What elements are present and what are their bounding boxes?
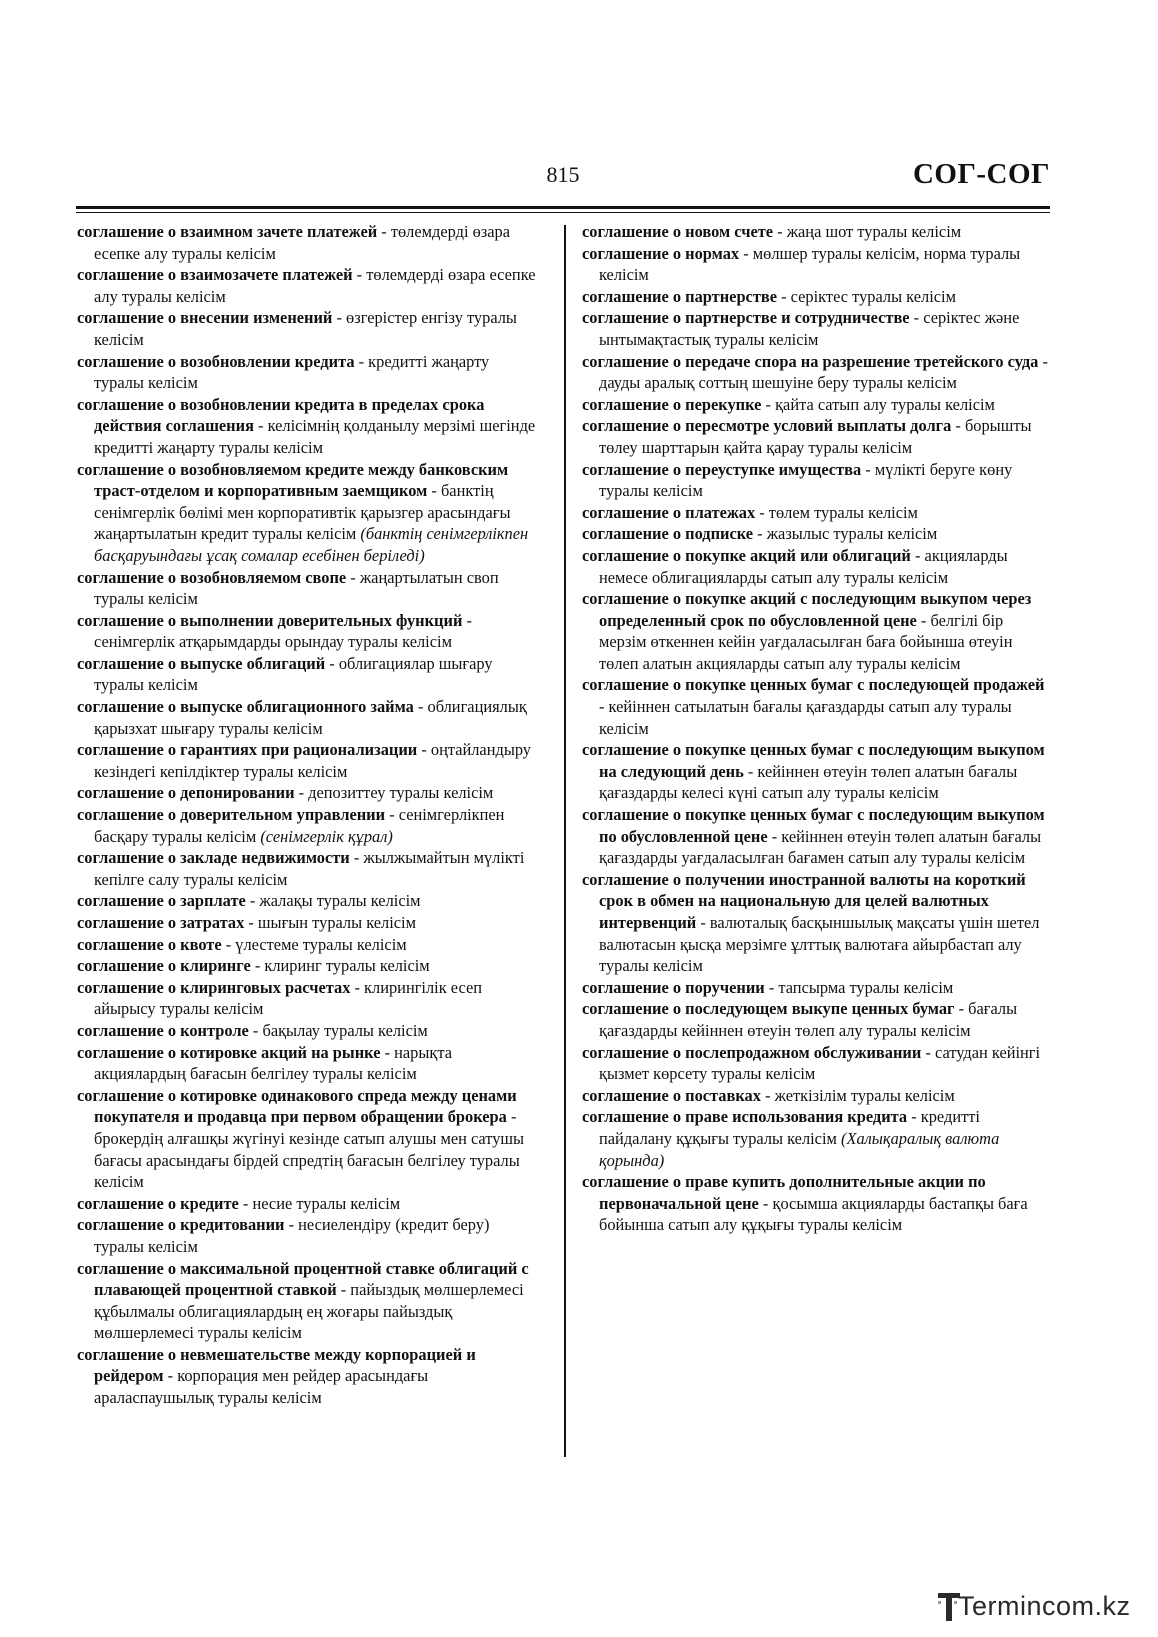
entry-translation: - төлем туралы келісім (755, 502, 918, 522)
dictionary-entry (77, 351, 542, 394)
dictionary-entry (77, 459, 542, 567)
dictionary-entry (77, 977, 542, 1020)
entry-term: соглашение о новом счете (582, 222, 774, 241)
entry-term: соглашение о взаимном зачете платежей (77, 222, 378, 241)
entry-term: соглашение о гарантиях при рационализации (77, 740, 418, 760)
entry-translation: - жаңартылатын своп туралы келісім (94, 567, 499, 609)
dictionary-entry (582, 869, 1051, 977)
entry-translation: - серіктес туралы келісім (777, 286, 956, 306)
entry-term: соглашение о невмешательстве между корпорацией и рейдером (77, 1344, 476, 1386)
dictionary-entry (77, 696, 542, 739)
entry-term: соглашение о партнерстве (582, 286, 778, 306)
dictionary-entry (582, 1042, 1051, 1085)
entry-translation: - жеткізілім туралы келісім (760, 1085, 955, 1105)
entry-term: соглашение о доверительном управлении (77, 805, 386, 825)
dictionary-entry (582, 545, 1051, 588)
dictionary-entry (77, 653, 542, 696)
dictionary-entry (77, 610, 542, 653)
dictionary-entry (77, 804, 542, 847)
entry-term: соглашение о покупке ценных бумаг с последующим выкупом по обусловленной цене (582, 805, 1045, 846)
dictionary-entry (77, 955, 542, 977)
entry-term: соглашение о внесении изменений (77, 308, 333, 328)
entry-translation: - нарықта акциялардың бағасын белгілеу туралы келісім (94, 1042, 452, 1084)
entry-term: соглашение о поручении (582, 977, 765, 997)
entry-translation: - мүлікті беруге көну туралы келісім (599, 459, 1013, 501)
entry-translation: - төлемдерді өзара есепке алу туралы келісім (94, 265, 536, 306)
entry-translation: - белгілі бір мерзім өткеннен кейін уағдаласылған баға бойынша өтеуін төлеп алатын акцияларды сатып алу туралы келісім (599, 610, 1013, 673)
entry-translation: - брокердің алғашқы жүгінуі кезінде сатып алушы мен сатушы бағасы арасындағы бірдей спредтің бағасын белгілеу туралы келісім (94, 1107, 525, 1192)
dictionary-entry (77, 307, 542, 350)
entry-translation: - сенімгерлікпен басқару туралы келісім (94, 805, 505, 846)
entry-translation: - несиелендіру (кредит беру) туралы келісім (94, 1215, 490, 1256)
entry-term: соглашение о возобновлении кредита в пределах срока действия соглашения (77, 394, 485, 436)
dictionary-entry (582, 998, 1051, 1041)
header-rule-thick (76, 206, 1050, 209)
header-rule-thin (76, 212, 1050, 213)
entry-translation: - мөлшер туралы келісім, норма туралы келісім (599, 243, 1021, 285)
entry-translation: - депозиттеу туралы келісім (294, 783, 494, 803)
dictionary-entry (582, 977, 1051, 999)
entry-term: соглашение о максимальной процентной ставке облигаций с плавающей процентной ставкой (77, 1258, 529, 1300)
entry-translation: - кейіннен өтеуін төлеп алатын бағалы қағаздарды уағдаласылған бағамен сатып алу туралы келісім (599, 826, 1042, 868)
dictionary-entry (582, 459, 1051, 502)
entry-term: соглашение о платежах (582, 502, 756, 522)
entry-translation: - бақылау туралы келісім (248, 1020, 428, 1040)
watermark-text: Termincom.kz (958, 1591, 1131, 1621)
dictionary-entry (77, 1258, 542, 1344)
entry-term: соглашение о переуступке имущества (582, 459, 862, 479)
entry-translation: - төлемдерді өзара есепке алу туралы келісім (94, 222, 511, 263)
entry-translation: - кредитті пайдалану құқығы туралы келісім (599, 1107, 980, 1148)
entry-term: соглашение о контроле (77, 1020, 249, 1040)
entry-translation: - серіктес және ынтымақтастық туралы келісім (599, 308, 1020, 349)
entry-term: соглашение о клиринге (77, 956, 251, 976)
entry-term: соглашение о кредите (77, 1193, 239, 1213)
entry-term: соглашение о взаимозачете платежей (77, 265, 353, 285)
entry-translation: - жылжымайтын мүлікті кепілге салу туралы келісім (94, 848, 525, 889)
dictionary-entry (582, 523, 1051, 545)
entry-translation: - үлестеме туралы келісім (221, 934, 407, 954)
dictionary-entry (77, 890, 542, 912)
entry-term: соглашение о последующем выкупе ценных бумаг (582, 999, 955, 1019)
dictionary-entry (582, 739, 1051, 804)
dictionary-entry (582, 1171, 1051, 1236)
entry-translation: - сатудан кейінгі қызмет көрсету туралы келісім (599, 1042, 1041, 1084)
dictionary-entry (77, 1344, 542, 1409)
entry-term: соглашение о котировке одинакового спреда между ценами покупателя и продавца при первом обращении брокера (77, 1085, 517, 1127)
dictionary-entry (77, 1020, 542, 1042)
dictionary-entry (582, 307, 1051, 350)
entry-term: соглашение о поставках (582, 1085, 761, 1105)
entry-translation: - кредитті жаңарту туралы келісім (94, 351, 490, 393)
running-head: СОГ-СОГ (912, 158, 1050, 190)
entry-term: соглашение о возобновляемом свопе (77, 567, 347, 587)
entry-translation: - кейіннен сатылатын бағалы қағаздарды сатып алу туралы келісім (599, 697, 1012, 738)
left-column (77, 221, 542, 1409)
entry-term: соглашение о зарплате (77, 891, 246, 911)
entry-translation: - келісімнің қолданылу мерзімі шегінде кредитті жаңарту туралы келісім (94, 416, 536, 457)
entry-translation: - жазылыс туралы келісім (753, 524, 938, 544)
entry-note: (Халықаралық валюта қорында) (599, 1128, 1000, 1170)
entry-translation: - акцияларды немесе облигацияларды сатып алу туралы келісім (599, 545, 1008, 587)
entry-term: соглашение о получении иностранной валюты на короткий срок в обмен на национальную для целей валютных интервенций (582, 869, 1026, 932)
dictionary-entry (77, 264, 542, 307)
entry-translation: - пайыздық мөлшерлемесі құбылмалы облигациялардың ең жоғары пайыздық мөлшерлемесі туралы келісім (94, 1280, 524, 1343)
dictionary-entry (582, 502, 1051, 524)
entry-term: соглашение о перекупке (582, 394, 762, 414)
dictionary-entry (77, 394, 542, 459)
entry-term: соглашение о партнерстве и сотрудничестве (582, 308, 910, 328)
entry-translation: - тапсырма туралы келісім (764, 977, 954, 997)
entry-term: соглашение о возобновляемом кредите между банковским траст-отделом и корпоративным заемщиком (77, 459, 509, 501)
dictionary-entry (582, 1106, 1051, 1171)
dictionary-entry (582, 286, 1051, 308)
entry-translation: - кейіннен өтеуін төлеп алатын бағалы қағаздарды келесі күні сатып алу туралы келісім (599, 761, 1018, 803)
dictionary-entry (77, 221, 542, 264)
entry-term: соглашение о подписке (582, 524, 754, 544)
entry-term: соглашение о праве использования кредита (582, 1107, 908, 1127)
entry-translation: - валюталық басқыншылық мақсаты үшін шетел валютасын қысқа мерзімге ұлттық валютаға айырбастап алу туралы келісім (599, 913, 1040, 976)
dictionary-entry (582, 415, 1051, 458)
entry-term: соглашение о котировке акций на рынке (77, 1042, 381, 1062)
dictionary-entry (77, 1193, 542, 1215)
dictionary-entry (77, 567, 542, 610)
dictionary-entry (77, 739, 542, 782)
dictionary-entry (582, 588, 1051, 674)
dictionary-entry (582, 394, 1051, 416)
entry-translation: - сенімгерлік атқарымдарды орындау туралы келісім (94, 610, 472, 652)
dictionary-entry (582, 674, 1051, 739)
entry-term: соглашение о выпуске облигаций (77, 653, 326, 673)
dictionary-entry (77, 782, 542, 804)
entry-term: соглашение о выпуске облигационного займа (77, 697, 414, 717)
entry-term: соглашение о затратах (77, 913, 245, 932)
entry-translation: - клирингілік есеп айырысу туралы келісім (94, 977, 482, 1019)
dictionary-entry (582, 804, 1051, 869)
entry-term: соглашение о покупке ценных бумаг с последующим выкупом на следующий день (582, 740, 1045, 781)
entry-translation: - клиринг туралы келісім (250, 956, 430, 976)
entry-translation: - корпорация мен рейдер арасындағы араласпаушылық туралы келісім (94, 1366, 429, 1408)
dictionary-entry (77, 934, 542, 956)
entry-term: соглашение о праве купить дополнительные акции по первоначальной цене (582, 1172, 986, 1213)
entry-term: соглашение о квоте (77, 934, 222, 954)
entry-translation: - оңтайландыру кезіндегі кепілдіктер туралы келісім (94, 740, 532, 781)
entry-term: соглашение о депонировании (77, 783, 295, 803)
dictionary-entry (77, 1214, 542, 1257)
entry-term: соглашение о кредитовании (77, 1215, 285, 1235)
dictionary-entry (77, 1042, 542, 1085)
entry-translation: - борышты төлеу шарттарын қайта қарау туралы келісім (599, 416, 1032, 457)
entry-translation: - шығын туралы келісім (244, 913, 416, 932)
watermark (934, 1587, 1144, 1627)
entry-translation: - банктің сенімгерлік бөлімі мен корпоративтік қарызгер арасындағы жаңартылатын кредит туралы келісім (94, 481, 511, 544)
entry-term: соглашение о нормах (582, 243, 740, 263)
entry-translation: - жаңа шот туралы келісім (773, 222, 962, 241)
dictionary-entry (77, 912, 542, 934)
entry-term: соглашение о закладе недвижимости (77, 848, 350, 868)
entry-translation: - дауды аралық соттың шешуіне беру туралы келісім (599, 351, 1048, 393)
entry-term: соглашение о передаче спора на разрешение третейского суда (582, 351, 1039, 371)
page-number: 815 (546, 162, 580, 187)
entry-translation: - қосымша акцияларды бастапқы баға бойынша сатып алу құқығы туралы келісім (599, 1193, 1028, 1235)
entry-translation: - жалақы туралы келісім (245, 891, 421, 911)
entry-translation: - қайта сатып алу туралы келісім (761, 394, 995, 414)
entry-translation: - бағалы қағаздарды кейіннен өтеуін төлеп алу туралы келісім (599, 999, 1018, 1040)
entry-term: соглашение о покупке акций или облигаций (582, 545, 911, 565)
entry-note: (банктің сенімгерлікпен басқаруындағы ұсақ сомалар есебінен беріледі) (94, 524, 529, 565)
entry-term: соглашение о клиринговых расчетах (77, 977, 351, 997)
dictionary-entry (582, 221, 1051, 243)
dictionary-entry (582, 243, 1051, 286)
entry-translation: - несие туралы келісім (238, 1193, 401, 1213)
dictionary-entry (77, 847, 542, 890)
entry-translation: - облигациялық қарызхат шығару туралы келісім (94, 697, 527, 738)
dictionary-entry (582, 351, 1051, 394)
dictionary-entry (582, 1085, 1051, 1107)
entry-term: соглашение о покупке ценных бумаг с последующей продажей (582, 675, 1045, 695)
entry-note: (сенімгерлік құрал) (260, 826, 393, 846)
dictionary-entry (77, 1085, 542, 1193)
entry-term: соглашение о выполнении доверительных функций (77, 610, 463, 630)
entry-term: соглашение о покупке акций с последующим выкупом через определенный срок по обусловленной цене (582, 589, 1032, 630)
column-divider (564, 225, 566, 1457)
entry-term: соглашение о послепродажном обслуживании (582, 1042, 922, 1062)
page-header (76, 150, 1050, 210)
entry-term: соглашение о пересмотре условий выплаты долга (582, 416, 952, 436)
right-column (582, 221, 1051, 1236)
entry-term: соглашение о возобновлении кредита (77, 351, 355, 371)
entry-translation: - өзгерістер енгізу туралы келісім (94, 308, 517, 349)
entry-translation: - облигациялар шығару туралы келісім (94, 653, 493, 695)
